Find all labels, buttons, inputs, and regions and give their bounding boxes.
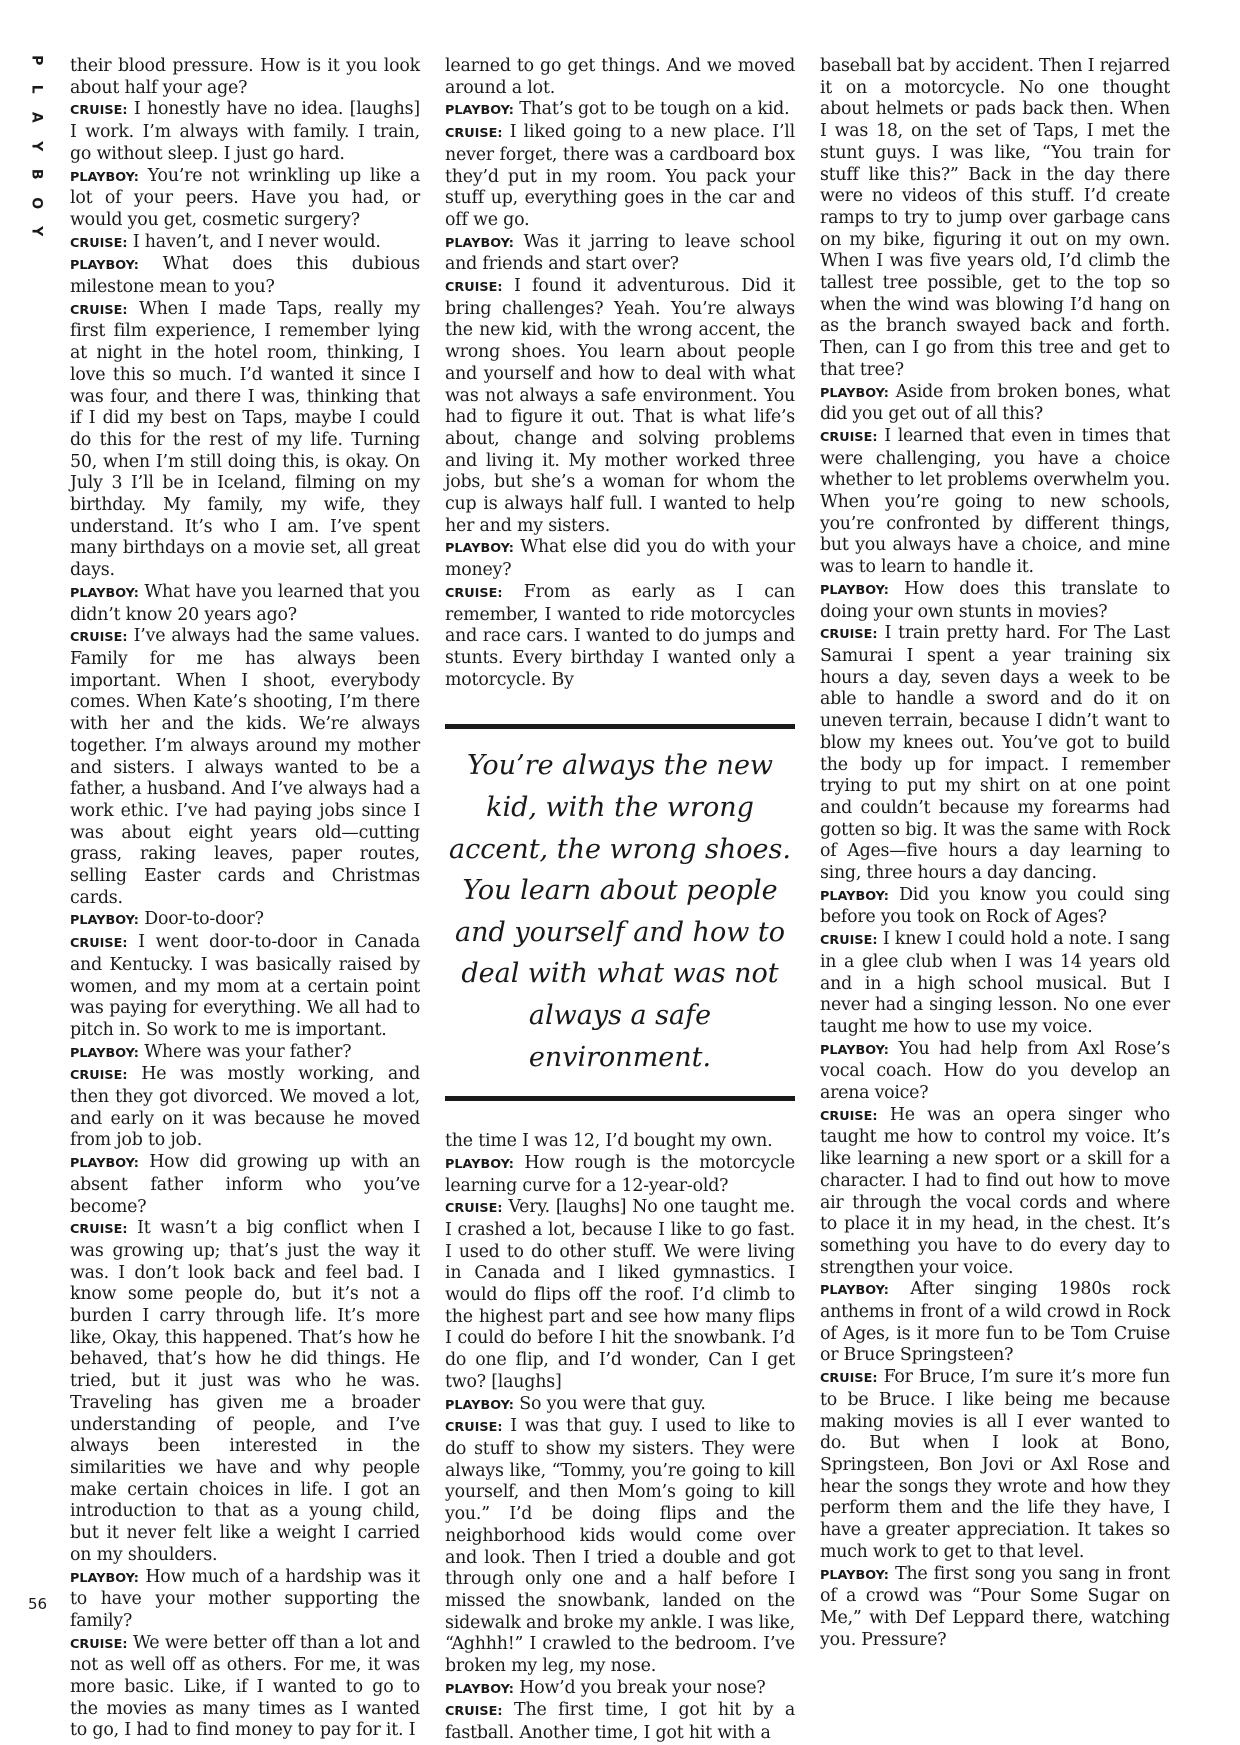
interview-paragraph — [820, 1367, 1170, 1563]
pull-quote: You’re always the new kid, with the wrong accent, the wrong shoes. You learn about people and yourself and how to deal with what was not always a safe environment. — [445, 724, 795, 1101]
logo-letter: A — [28, 111, 45, 123]
speaker-label: PLAYBOY: — [70, 169, 139, 185]
interview-paragraph — [70, 1042, 420, 1065]
speaker-label: CRUISE: — [820, 1108, 878, 1124]
paragraph-text: baseball bat by accident. Then I rejarred it on a motorcycle. No one thought about helmets or pads back then. When I was 18, on the set of Taps, I met the stunt guys. I was like, “You train for stuff like this?” Back in the day there were no videos of this stuff. I’d create ramps to try to jump over garbage cans on my bike, figuring it out on my own. When I was five years old, I’d climb the tallest tree possible, get to the top so when the wind was blowing I’d hang on as the branch swayed back and forth. Then, can I go from this tree and get to that tree? — [820, 56, 1170, 380]
speaker-label: PLAYBOY: — [445, 1156, 514, 1172]
interview-paragraph — [70, 166, 420, 232]
logo-letter: P — [28, 55, 45, 66]
interview-paragraph — [820, 56, 1170, 382]
speaker-label: PLAYBOY: — [445, 541, 514, 557]
interview-paragraph — [445, 1153, 795, 1197]
interview-paragraph — [445, 1416, 795, 1677]
interview-paragraph — [445, 99, 795, 122]
interview-paragraph — [70, 1152, 420, 1218]
logo-letter: Y — [28, 226, 45, 237]
interview-paragraph — [820, 1279, 1170, 1367]
interview-paragraph — [445, 1131, 795, 1153]
speaker-label: PLAYBOY: — [445, 1681, 514, 1697]
paragraph-text: What does this dubious milestone mean to you? — [70, 254, 420, 298]
paragraph-text: We were better off than a lot and not as well off as others. For me, it was more basic. Like, if I wanted to go to the movies as many times as I wanted to go, I had to find money to pay for it. I — [70, 1632, 420, 1741]
speaker-label: PLAYBOY: — [70, 1156, 139, 1172]
paragraph-text: I’ve always had the same values. Family for me has always been important. When I shoot, everybody comes. When Kate’s shooting, I’m there with her and the kids. We’re always together. I’m always around my mother and sisters. I always wanted to be a father, a husband. And I’ve always had a work ethic. I’ve had paying jobs since I was about eight years old—cutting grass, raking leaves, paper routes, selling Easter cards and Christmas cards. — [70, 626, 420, 908]
paragraph-text: I learned that even in times that were challenging, you have a choice whether to let problems overwhelm you. When you’re going to new schools, you’re confronted by different things, but you always have a choice, and mine was to learn to handle it. — [820, 425, 1171, 578]
interview-paragraph — [445, 232, 795, 276]
speaker-label: PLAYBOY: — [70, 1570, 139, 1586]
paragraph-text: You’re not wrinkling up like a lot of your peers. Have you had, or would you get, cosmetic surgery? — [70, 165, 421, 230]
interview-paragraph — [820, 382, 1170, 426]
article-column-2-top — [445, 56, 795, 691]
logo-letter: Y — [28, 140, 45, 151]
speaker-label: PLAYBOY: — [70, 913, 139, 929]
speaker-label: CRUISE: — [445, 126, 503, 142]
speaker-label: CRUISE: — [445, 1420, 503, 1436]
interview-paragraph — [70, 232, 420, 255]
interview-paragraph — [820, 929, 1170, 1039]
paragraph-text: I found it adventurous. Did it bring challenges? Yeah. You’re always the new kid, with the wrong accent, the wrong shoes. You learn about people and yourself and how to deal with what was not always a safe environment. You had to figure it out. That is what life’s about, change and solving problems and living it. My mother worked three jobs, but she’s a woman for whom the cup is always half full. I wanted to help her and my sisters. — [445, 276, 796, 536]
paragraph-text: learned to go get things. And we moved around a lot. — [445, 56, 795, 98]
paragraph-text: What else did you do with your money? — [445, 537, 796, 581]
logo-letter: L — [28, 84, 45, 94]
interview-paragraph — [820, 1039, 1170, 1105]
interview-paragraph — [70, 1064, 420, 1152]
speaker-label: PLAYBOY: — [445, 103, 514, 119]
article-column-1 — [70, 56, 420, 1742]
paragraph-text: After singing 1980s rock anthems in front of a wild crowd in Rock of Ages, is it more fun to be Tom Cruise or Bruce Springsteen? — [820, 1279, 1171, 1366]
interview-paragraph — [70, 582, 420, 626]
speaker-label: PLAYBOY: — [820, 1283, 889, 1299]
interview-paragraph — [70, 254, 420, 298]
paragraph-text: What have you learned that you didn’t know 20 years ago? — [70, 581, 420, 625]
interview-paragraph — [820, 579, 1170, 623]
paragraph-text: When I made Taps, really my first film experience, I remember lying at night in the hotel room, thinking, I love this so much. I’d wanted it since I was four, and there I was, thinking that if I did my best on Taps, maybe I could do this for the rest of my life. Turning 50, when I’m still doing this, is okay. On July 3 I’ll be in Iceland, filming on my birthday. My family, my wife, they understand. It’s who I am. I’ve spent many birthdays on a movie set, all great days. — [70, 298, 421, 581]
speaker-label: PLAYBOY: — [820, 385, 889, 401]
interview-paragraph — [445, 276, 795, 537]
interview-paragraph — [820, 623, 1170, 884]
paragraph-text: The first song you sang in front of a crowd was “Pour Some Sugar on Me,” with Def Leppard there, watching you. Pressure? — [820, 1563, 1170, 1650]
paragraph-text: From as early as I can remember, I wanted to ride motorcycles and race cars. I wanted to do jumps and stunts. Every birthday I wanted only a motorcycle. By — [445, 581, 795, 690]
speaker-label: PLAYBOY: — [445, 1397, 514, 1413]
speaker-label: CRUISE: — [70, 302, 128, 318]
speaker-label: PLAYBOY: — [820, 1042, 889, 1058]
interview-paragraph — [445, 582, 795, 692]
paragraph-text: I train pretty hard. For The Last Samurai I spent a year training six hours a day, seven days a week to be able to handle a sword and do it on uneven terrain, because I didn’t want to blow my knees out. You’ve got to build the body up for impact. I remember trying to put my shirt on at one point and couldn’t because my forearms had gotten so big. It was the same with Rock of Ages—five hours a day learning to sing, three hours a day dancing. — [820, 623, 1170, 884]
speaker-label: PLAYBOY: — [820, 582, 889, 598]
interview-paragraph — [445, 1700, 795, 1744]
interview-paragraph — [70, 1567, 420, 1633]
interview-paragraph — [70, 56, 420, 99]
interview-paragraph — [820, 1105, 1170, 1280]
paragraph-text: The first time, I got hit by a fastball. Another time, I got hit with a — [445, 1700, 796, 1744]
interview-paragraph — [445, 537, 795, 581]
interview-paragraph — [70, 99, 420, 165]
page-number: 56 — [28, 1595, 48, 1613]
interview-paragraph — [445, 122, 795, 232]
interview-paragraph — [445, 56, 795, 99]
interview-paragraph — [70, 299, 420, 582]
interview-paragraph — [820, 885, 1170, 929]
paragraph-text: Aside from broken bones, what did you get out of all this? — [820, 381, 1170, 425]
speaker-label: CRUISE: — [70, 936, 128, 952]
paragraph-text: Did you know you could sing before you took on Rock of Ages? — [820, 884, 1170, 928]
paragraph-text: I liked going to a new place. I’ll never forget, there was a cardboard box they’d put in my room. You pack your stuff up, everything goes in the car and off we go. — [445, 122, 795, 230]
interview-paragraph — [70, 1633, 420, 1743]
paragraph-text: How rough is the motorcycle learning curve for a 12-year-old? — [445, 1152, 795, 1196]
paragraph-text: So you were that guy. — [519, 1393, 706, 1414]
paragraph-text: the time I was 12, I’d bought my own. — [445, 1131, 773, 1152]
paragraph-text: Where was your father? — [144, 1041, 352, 1062]
speaker-label: CRUISE: — [820, 429, 878, 445]
interview-paragraph — [445, 1678, 795, 1701]
paragraph-text: I knew I could hold a note. I sang in a glee club when I was 14 years old and in a high school musical. But I never had a singing lesson. No one ever taught me how to use my voice. — [820, 929, 1170, 1037]
speaker-label: CRUISE: — [70, 1636, 128, 1652]
playboy-vertical-logo — [24, 46, 48, 246]
speaker-label: CRUISE: — [445, 280, 503, 296]
paragraph-text: I honestly have no idea. [laughs] I work. I’m always with family. I train, go without sleep. I just go hard. — [70, 99, 420, 164]
speaker-label: CRUISE: — [70, 630, 128, 646]
speaker-label: CRUISE: — [70, 1222, 128, 1238]
paragraph-text: their blood pressure. How is it you look about half your age? — [70, 56, 420, 98]
speaker-label: CRUISE: — [445, 1201, 503, 1217]
paragraph-text: Very. [laughs] No one taught me. I crashed a lot, because I like to go fast. I used to do other stuff. We were living in Canada and I liked gymnastics. I would do flips off the roof. I’d climb to the highest part and see how many flips I could do before I hit the snowbank. I’d do one flip, and I’d wonder, Can I get two? [laughs] — [445, 1197, 795, 1392]
paragraph-text: He was an opera singer who taught me how to control my voice. It’s like learning a new sport or a skill for a character. I had to find out how to move air through the vocal cords and where to place it in my head, in the chest. It’s something you have to do every day to strengthen your voice. — [820, 1104, 1171, 1278]
speaker-label: CRUISE: — [70, 1068, 128, 1084]
speaker-label: PLAYBOY: — [445, 235, 514, 251]
speaker-label: PLAYBOY: — [820, 1567, 889, 1583]
speaker-label: CRUISE: — [820, 933, 878, 949]
logo-letter: O — [28, 196, 45, 209]
speaker-label: CRUISE: — [445, 1704, 503, 1720]
speaker-label: PLAYBOY: — [70, 585, 139, 601]
paragraph-text: How does this translate to doing your own stunts in movies? — [820, 578, 1170, 622]
interview-paragraph — [820, 1564, 1170, 1652]
article-column-2-bottom — [445, 1131, 795, 1745]
interview-paragraph — [445, 1197, 795, 1393]
article-column-2 — [445, 56, 795, 1745]
paragraph-text: Was it jarring to leave school and friends and start over? — [445, 231, 796, 275]
paragraph-text: How much of a hardship was it to have your mother supporting the family? — [70, 1566, 421, 1631]
speaker-label: CRUISE: — [70, 103, 128, 119]
paragraph-text: He was mostly working, and then they got divorced. We moved a lot, and early on it was because he moved from job to job. — [70, 1064, 421, 1151]
paragraph-text: For Bruce, I’m sure it’s more fun to be Bruce. I like being me because making movies is all I ever wanted to do. But when I look at Bono, Springsteen, Bon Jovi or Axl Rose and hear the songs they wrote and how they perform them and the life they have, I have a greater appreciation. It takes so much work to get to that level. — [820, 1367, 1170, 1562]
speaker-label: CRUISE: — [445, 585, 503, 601]
paragraph-text: I went door-to-door in Canada and Kentucky. I was basically raised by women, and my mom at a certain point was paying for everything. We all had to pitch in. So work to me is important. — [70, 932, 420, 1040]
article-column-3 — [820, 56, 1170, 1651]
speaker-label: CRUISE: — [820, 1371, 878, 1387]
paragraph-text: You had help from Axl Rose’s vocal coach. How do you develop an arena voice? — [820, 1038, 1170, 1104]
interview-paragraph — [70, 1218, 420, 1566]
paragraph-text: How did growing up with an absent father inform who you’ve become? — [70, 1152, 420, 1217]
interview-paragraph — [70, 909, 420, 932]
paragraph-text: That’s got to be tough on a kid. — [519, 99, 790, 120]
paragraph-text: Door-to-door? — [144, 909, 264, 930]
speaker-label: PLAYBOY: — [70, 258, 139, 274]
paragraph-text: How’d you break your nose? — [519, 1677, 766, 1698]
speaker-label: PLAYBOY: — [820, 888, 889, 904]
speaker-label: CRUISE: — [820, 627, 878, 643]
speaker-label: PLAYBOY: — [70, 1045, 139, 1061]
speaker-label: CRUISE: — [70, 235, 128, 251]
interview-paragraph — [70, 932, 420, 1042]
interview-paragraph — [820, 426, 1170, 579]
interview-paragraph — [445, 1394, 795, 1417]
paragraph-text: It wasn’t a big conflict when I was growing up; that’s just the way it was. I don’t look back and feel bad. I know some people do, but it’s not a burden I carry through life. It’s more like, Okay, this happened. That’s how he behaved, that’s how he did things. He tried, but it just was who he was. Traveling has given me a broader understanding of people, and I’ve always been interested in the similarities we have and why people make certain choices in life. I got an introduction to that as a young child, but it never felt like a weight I carried on my shoulders. — [70, 1218, 420, 1565]
paragraph-text: I haven’t, and I never would. — [132, 231, 381, 252]
logo-letter: B — [28, 168, 45, 180]
paragraph-text: I was that guy. I used to like to do stuff to show my sisters. They were always like, “Tommy, you’re going to kill yourself, and then Mom’s going to kill you.” I’d be doing flips and the neighborhood kids would come over and look. Then I tried a double and got through only one and a half before I missed the snowbank, landed on the sidewalk and broke my ankle. I was like, “Aghhh!” I crawled to the bedroom. I’ve broken my leg, my nose. — [445, 1416, 795, 1677]
interview-paragraph — [70, 626, 420, 909]
